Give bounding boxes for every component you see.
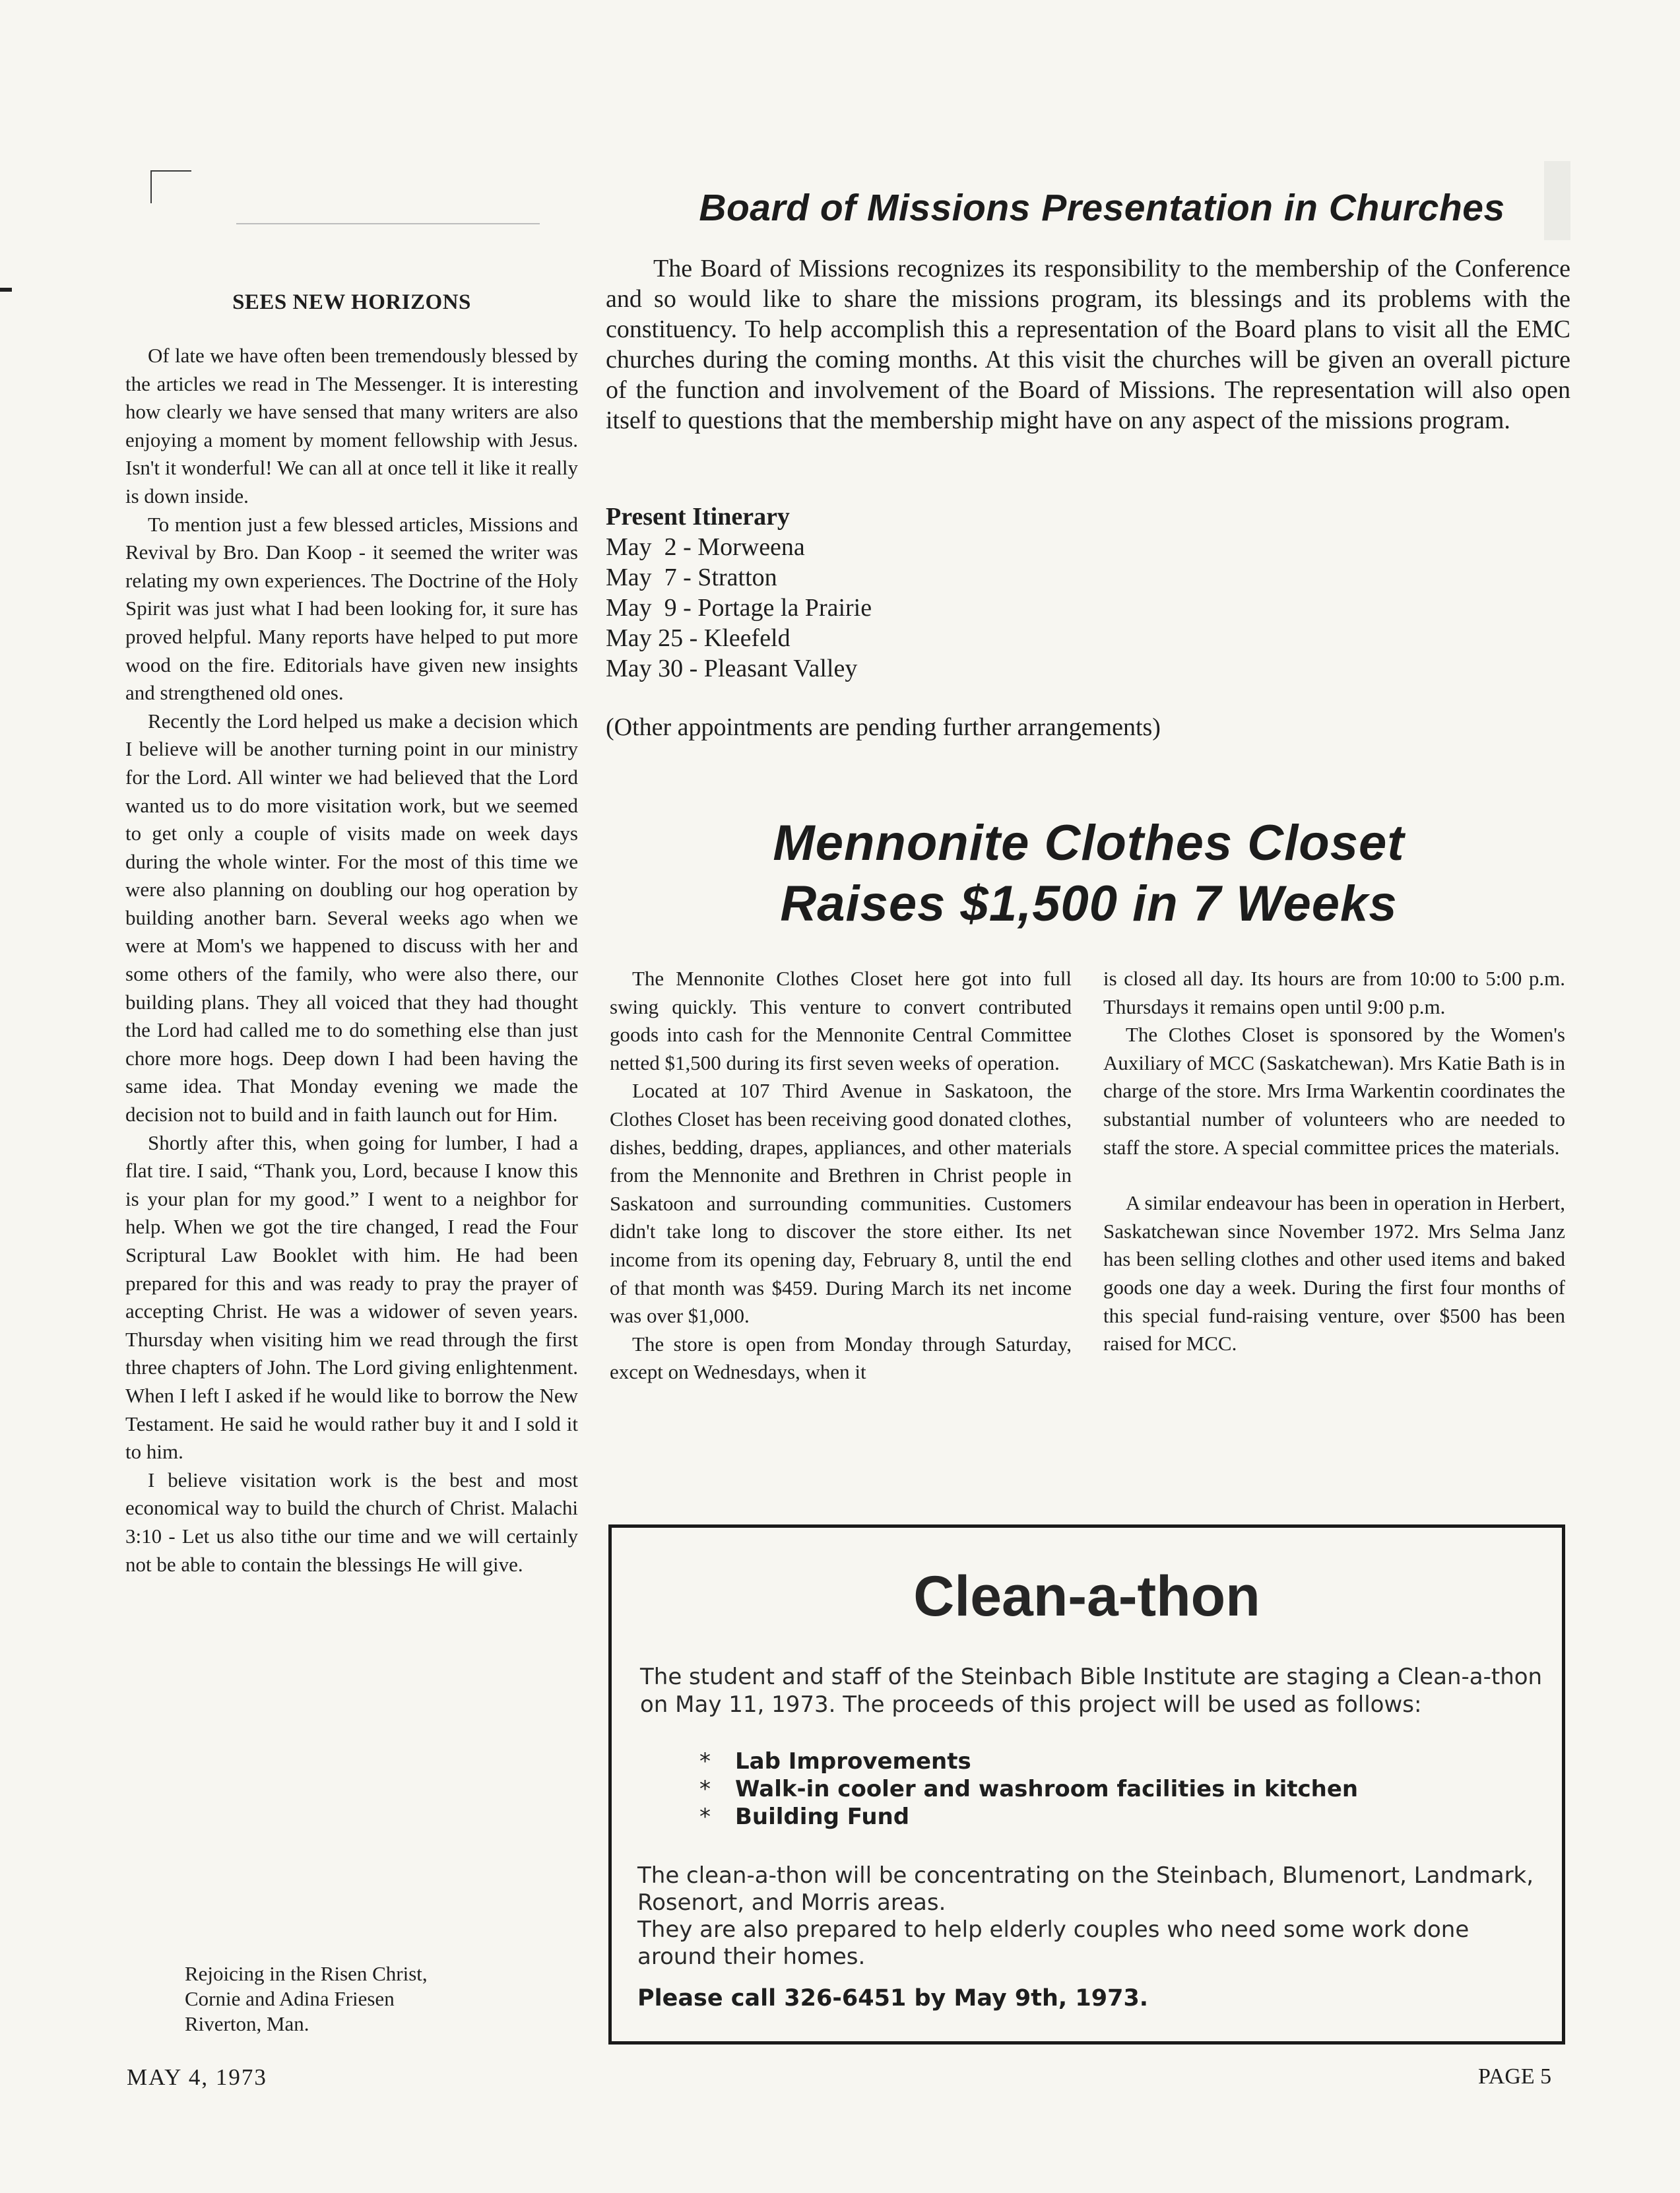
closet-paragraph: The Clothes Closet is sponsored by the Women's Auxiliary of MCC (Saskatchewan). Mrs Katie Bath is in charge of the store. Mrs Irma Warkentin coordinates the substantial number of volunteers who are needed to staff the store. A special committee prices the materials. [1103,1023,1565,1159]
cleanathon-list-item [699,1775,1557,1803]
cleanathon-list-item [699,1748,1557,1775]
cleanathon-call-to-action: Please call 326-6451 by May 9th, 1973. [637,1985,1149,2012]
closet-column-2 [1103,965,1565,1358]
closet-paragraph: A similar endeavour has been in operation in Herbert, Saskatchewan since November 1972. Mrs Selma Janz has been selling clothes and other used items and baked goods one day a week. During the first four months of this special fund-raising venture, over $500 has been raised for MCC. [1103,1191,1565,1356]
clipping-edge-line [236,223,540,224]
cleanathon-paragraph: The clean-a-thon will be concentrating on the Steinbach, Blumenort, Landmark, Rosenort, and Morris areas. [637,1862,1534,1916]
crop-mark-vertical [150,170,152,203]
closet-article-title [607,813,1570,934]
itinerary-item: May 25 - Kleefeld [606,624,791,652]
itinerary-note: (Other appointments are pending further arrangements) [606,713,1161,741]
board-paragraph: The Board of Missions recognizes its responsibility to the membership of the Conference and so would like to share the missions program, its blessings and its problems with the constituency. To help accomplish this a representation of the Board plans to visit all the EMC churches during the coming months. At this visit the churches will be given an overall picture of the function and involvement of the Board of Missions. The representation will also open itself to questions that the membership might have on any aspect of the missions program. [606,255,1570,434]
letter-paragraph: Recently the Lord helped us make a decision which I believe will be another turning point in our ministry for the Lord. All winter we had believed that the Lord wanted us to do more visitation work, but we seemed to get only a couple of visits made on week days during the whole winter. For the most of this time we were also planning on doubling our hog operation by building another barn. Several weeks ago when we were at Mom's we happened to discuss with her and some others of the family, who were also there, our building plans. They all voiced that they had thought the Lord had called me to do something else than just chore more hogs. Deep down I had been having the same idea. That Monday evening we made the decision not to build and in faith launch out for Him. [125,709,578,1127]
cleanathon-intro: The student and staff of the Steinbach Bible Institute are staging a Clean-a-thon on May 11, 1973. The proceeds of this project will be used as follows: [640,1664,1543,1718]
itinerary-item: May 30 - Pleasant Valley [606,655,858,682]
letter-signature [185,1961,581,2037]
footer-page-number: PAGE 5 [1478,2064,1552,2089]
cleanathon-list [699,1748,1557,1831]
itinerary-heading: Present Itinerary [606,503,790,531]
asterisk-bullet: * [699,1804,711,1830]
crop-mark [150,170,191,172]
letter-paragraph: To mention just a few blessed articles, Missions and Revival by Bro. Dan Koop - it seemed the writer was relating my own experiences. The Doctrine of the Holy Spirit was just what I had been looking for, it sure has proved helpful. Many reports have helped to put more wood on the fire. Editorials have given new insights and strengthened old ones. [125,512,578,705]
closet-column-1 [610,965,1072,1387]
itinerary-item: May 2 - Morweena [606,533,805,561]
closet-title-line: Mennonite Clothes Closet [773,815,1405,871]
asterisk-bullet: * [699,1748,711,1775]
list-item-text: Building Fund [735,1804,910,1830]
list-item-text: Lab Improvements [735,1748,971,1775]
cleanathon-body [637,1862,1548,1971]
cleanathon-paragraph: They are also prepared to help elderly couples who need some work done around their homes. [637,1916,1470,1970]
letter-heading: SEES NEW HORIZONS [232,290,471,314]
letter-paragraph: Shortly after this, when going for lumber, I had a flat tire. I said, “Thank you, Lord, because I know this is your plan for my good.” I went to a neighbor for help. When we got the tire changed, I read the Four Scriptural Law Booklet with him. He had been prepared for this and was ready to pray the prayer of accepting Christ. He was a widower of seven years. Thursday when visiting him we read through the first three chapters of John. The Lord giving enlightenment. When I left I asked if he would like to borrow the New Testament. He said he would rather buy it and I sold it to him. [125,1130,578,1464]
letter-paragraph: I believe visitation work is the best and most economical way to build the church of Christ. Malachi 3:10 - Let us also tithe our time and we will certainly not be able to contain the blessings He will give. [125,1468,578,1576]
itinerary-item: May 9 - Portage la Prairie [606,594,872,622]
list-item-text: Walk-in cooler and washroom facilities in kitchen [735,1776,1359,1802]
footer-date: MAY 4, 1973 [127,2064,267,2090]
closet-paragraph: is closed all day. Its hours are from 10:00 to 5:00 p.m. Thursdays it remains open until 9:00 p.m. [1103,967,1565,1018]
cleanathon-list-item [699,1803,1557,1831]
closet-paragraph: The store is open from Monday through Saturday, except on Wednesdays, when it [610,1332,1072,1384]
itinerary-list [606,502,1266,684]
letter-paragraph: Of late we have often been tremendously blessed by the articles we read in The Messenger. It is interesting how clearly we have sensed that many writers are also enjoying a moment by moment fellowship with Jesus. Isn't it wonderful! We can all at once tell it like it really is down inside. [125,344,579,507]
closet-paragraph: The Mennonite Clothes Closet here got into full swing quickly. This venture to convert contributed goods into cash for the Mennonite Central Committee netted $1,500 during its first seven weeks of operation. [610,967,1072,1074]
closet-paragraph: Located at 107 Third Avenue in Saskatoon, the Clothes Closet has been receiving good donated clothes, dishes, bedding, drapes, appliances, and other materials from the Mennonite and Brethren in Christ people in Saskatoon and surrounding communities. Customers didn't take long to discover the store either. Its net income from its opening day, February 8, until the end of that month was $459. During March its net income was over $1,000. [610,1079,1072,1328]
paragraph-spacer [1103,1162,1565,1189]
board-article-title: Board of Missions Presentation in Churches [699,187,1505,229]
itinerary-item: May 7 - Stratton [606,564,777,591]
letter-body [125,342,578,1579]
cleanathon-title: Clean-a-thon [913,1565,1260,1628]
asterisk-bullet: * [699,1776,711,1802]
closet-title-line: Raises $1,500 in 7 Weeks [780,876,1398,932]
signature-line: Riverton, Man. [185,2012,309,2035]
signature-line: Cornie and Adina Friesen [185,1987,395,2010]
signature-line: Rejoicing in the Risen Christ, [185,1962,428,1985]
edge-mark [0,288,12,292]
board-article-body [606,253,1570,436]
